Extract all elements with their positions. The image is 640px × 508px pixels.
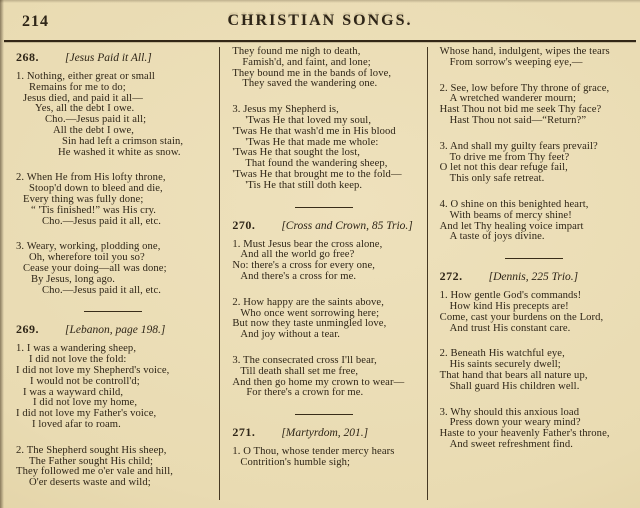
verse-line: 2. When He from His lofty throne, bbox=[16, 172, 166, 184]
hymn-header-271 bbox=[232, 425, 418, 440]
scan-edge-left bbox=[0, 0, 4, 508]
verse-line: 3. Why should this anxious load bbox=[439, 406, 580, 418]
verse-line: 2. Beneath His watchful eye, bbox=[439, 348, 565, 360]
stanza bbox=[16, 344, 211, 430]
stanza bbox=[440, 349, 630, 392]
stanza bbox=[440, 47, 630, 69]
verse-line: Hast Thou not bid me seek Thy face? bbox=[439, 104, 602, 116]
stanza bbox=[16, 446, 211, 489]
verse-line: I did not love my Shepherd's voice, bbox=[16, 364, 170, 376]
stanza bbox=[232, 298, 418, 341]
verse-line: 3. Weary, working, plodding one, bbox=[16, 241, 161, 253]
stanza bbox=[440, 142, 630, 185]
verse-line: Yes, all the debt I owe. bbox=[35, 103, 135, 115]
verse-line: A taste of joys divine. bbox=[449, 231, 545, 243]
verse-line: Cho.—Jesus paid it all, etc. bbox=[42, 215, 162, 227]
verse-line: A wretched wanderer mourn; bbox=[449, 93, 577, 105]
verse-line: 2. The Shepherd sought His sheep, bbox=[16, 444, 167, 456]
verse-line: They saved the wandering one. bbox=[242, 78, 378, 90]
verse-line: Famish'd, and faint, and lone; bbox=[242, 56, 371, 68]
verse-line: From sorrow's weeping eye,— bbox=[449, 56, 583, 68]
verse-line: Hast Thou not said—“Return?” bbox=[449, 114, 587, 126]
hymn-header-272 bbox=[440, 269, 630, 284]
stanza bbox=[440, 84, 630, 127]
verse-line: 1. Must Jesus bear the cross alone, bbox=[232, 238, 383, 250]
hymn-title: [Martyrdom, 201.] bbox=[281, 427, 369, 440]
verse-line: His saints securely dwell; bbox=[449, 359, 561, 371]
verse-line: But now they taste unmingled love, bbox=[232, 318, 387, 330]
hymn-header-270 bbox=[232, 218, 418, 233]
stanza bbox=[232, 105, 418, 191]
column-2 bbox=[219, 47, 426, 500]
hymn-number: 271. bbox=[232, 425, 256, 440]
verse-line: 3. Jesus my Shepherd is, bbox=[232, 104, 339, 116]
section-divider bbox=[84, 311, 142, 312]
verse-line: No: there's a cross for every one, bbox=[232, 260, 375, 272]
verse-line: This only safe retreat. bbox=[449, 173, 545, 185]
stanza bbox=[440, 408, 630, 451]
verse-line: Cho.—Jesus paid it all; bbox=[45, 114, 147, 126]
stanza bbox=[16, 242, 211, 296]
verse-line: 1. I was a wandering sheep, bbox=[16, 343, 137, 355]
verse-line: And sweet refreshment find. bbox=[449, 438, 573, 450]
verse-line: To drive me from Thy feet? bbox=[449, 151, 570, 163]
verse-line: Haste to your heavenly Father's throne, bbox=[439, 428, 610, 440]
verse-line: I would not be controll'd; bbox=[30, 375, 140, 387]
verse-line: 'Twas He that wash'd me in His blood bbox=[232, 125, 396, 137]
verse-line: Jesus died, and paid it all— bbox=[23, 92, 143, 104]
verse-line: They followed me o'er vale and hill, bbox=[16, 466, 174, 478]
hymn-number: 272. bbox=[439, 269, 463, 284]
verse-line: Contrition's humble sigh; bbox=[240, 456, 351, 468]
verse-line: I did not love my home, bbox=[33, 397, 138, 409]
hymn-header-269 bbox=[16, 322, 211, 337]
hymn-number: 269. bbox=[16, 322, 39, 337]
verse-line: 1. How gentle God's commands! bbox=[439, 290, 582, 302]
hymn-header-268 bbox=[16, 50, 211, 65]
verse-line: That hand that bears all nature up, bbox=[439, 369, 588, 381]
verse-line: Who once went sorrowing here; bbox=[240, 307, 380, 319]
verse-line: Remains for me to do; bbox=[29, 81, 126, 93]
verse-line: And trust His constant care. bbox=[449, 322, 571, 334]
verse-line: Come, cast your burdens on the Lord, bbox=[439, 311, 604, 323]
hymn-title: [Lebanon, page 198.] bbox=[65, 324, 166, 337]
verse-line: That found the wandering sheep, bbox=[245, 158, 388, 170]
hymn-title: [Jesus Paid it All.] bbox=[65, 52, 152, 64]
verse-line: Every thing was fully done; bbox=[23, 193, 144, 205]
verse-line: I was a wayward child, bbox=[23, 386, 124, 398]
page-header bbox=[0, 0, 640, 38]
verse-line: He washed it white as snow. bbox=[58, 146, 181, 158]
verse-line: “ 'Tis finished!” was His cry. bbox=[31, 204, 157, 216]
verse-line: All the debt I owe, bbox=[53, 124, 135, 136]
verse-line: 3. And shall my guilty fears prevail? bbox=[439, 140, 598, 152]
verse-line: Cease your doing—all was done; bbox=[23, 262, 167, 274]
verse-line: They bound me in the bands of love, bbox=[232, 67, 392, 79]
verse-line: 1. O Thou, whose tender mercy hears bbox=[232, 446, 395, 458]
section-divider bbox=[505, 258, 563, 259]
verse-line: Oh, wherefore toil you so? bbox=[29, 252, 145, 264]
verse-line: 'Tis He that still doth keep. bbox=[245, 179, 363, 191]
page-number: 214 bbox=[22, 13, 49, 30]
verse-line: 'Twas He that loved my soul, bbox=[245, 114, 372, 126]
verse-line: 2. See, low before Thy throne of grace, bbox=[439, 82, 610, 94]
verse-line: And then go home my crown to wear— bbox=[232, 376, 405, 388]
verse-line: For there's a crown for me. bbox=[246, 387, 364, 399]
hymn-number: 270. bbox=[232, 217, 256, 232]
verse-line: How kind His precepts are! bbox=[449, 300, 569, 312]
verse-line: Sin had left a crimson stain, bbox=[62, 135, 184, 147]
verse-line: And there's a cross for me. bbox=[240, 270, 357, 282]
verse-line: 'Twas He that brought me to the fold— bbox=[232, 168, 402, 180]
verse-line: Press down your weary mind? bbox=[449, 417, 581, 429]
stanza bbox=[16, 72, 211, 158]
column-3 bbox=[427, 47, 638, 500]
verse-line: Till death shall set me free, bbox=[240, 365, 359, 377]
verse-line: Cho.—Jesus paid it all, etc. bbox=[42, 284, 162, 296]
stanza bbox=[232, 356, 418, 399]
hymn-title: [Cross and Crown, 85 Trio.] bbox=[281, 219, 413, 232]
verse-line: 'Twas He that sought the lost, bbox=[232, 147, 361, 159]
stanza bbox=[440, 291, 630, 334]
verse-line: They found me nigh to death, bbox=[232, 46, 361, 57]
stanza bbox=[16, 173, 211, 227]
stanza bbox=[440, 200, 630, 243]
verse-line: O let not this dear refuge fail, bbox=[439, 162, 568, 174]
verse-line: And all the world go free? bbox=[240, 249, 355, 261]
hymn-columns bbox=[0, 42, 640, 500]
verse-line: Stoop'd down to bleed and die, bbox=[29, 183, 163, 195]
verse-line: By Jesus, long ago. bbox=[31, 273, 116, 285]
verse-line: I did not love the fold: bbox=[29, 354, 127, 366]
verse-line: Whose hand, indulgent, wipes the tears bbox=[439, 46, 610, 57]
section-divider bbox=[295, 207, 353, 208]
verse-line: 1. Nothing, either great or small bbox=[16, 71, 155, 82]
verse-line: 2. How happy are the saints above, bbox=[232, 296, 384, 308]
hymn-number: 268. bbox=[16, 50, 39, 64]
verse-line: O'er deserts waste and wild; bbox=[29, 477, 151, 489]
stanza bbox=[232, 47, 418, 90]
verse-line: And joy without a tear. bbox=[240, 329, 340, 341]
verse-line: And let Thy healing voice impart bbox=[439, 220, 584, 232]
column-1 bbox=[14, 47, 219, 500]
stanza bbox=[232, 447, 418, 469]
verse-line: I did not love my Father's voice, bbox=[16, 408, 157, 420]
verse-line: Shall guard His children well. bbox=[449, 380, 580, 392]
verse-line: 'Twas He that made me whole: bbox=[245, 136, 379, 148]
page-title: CHRISTIAN SONGS. bbox=[227, 12, 413, 29]
verse-line: The Father sought His child; bbox=[29, 455, 154, 467]
hymn-title: [Dennis, 225 Trio.] bbox=[488, 271, 579, 284]
verse-line: 4. O shine on this benighted heart, bbox=[439, 198, 589, 210]
verse-line: I loved afar to roam. bbox=[32, 418, 121, 430]
verse-line: 3. The consecrated cross I'll bear, bbox=[232, 354, 377, 366]
verse-line: With beams of mercy shine! bbox=[449, 209, 572, 221]
stanza bbox=[232, 240, 418, 283]
section-divider bbox=[295, 414, 353, 415]
